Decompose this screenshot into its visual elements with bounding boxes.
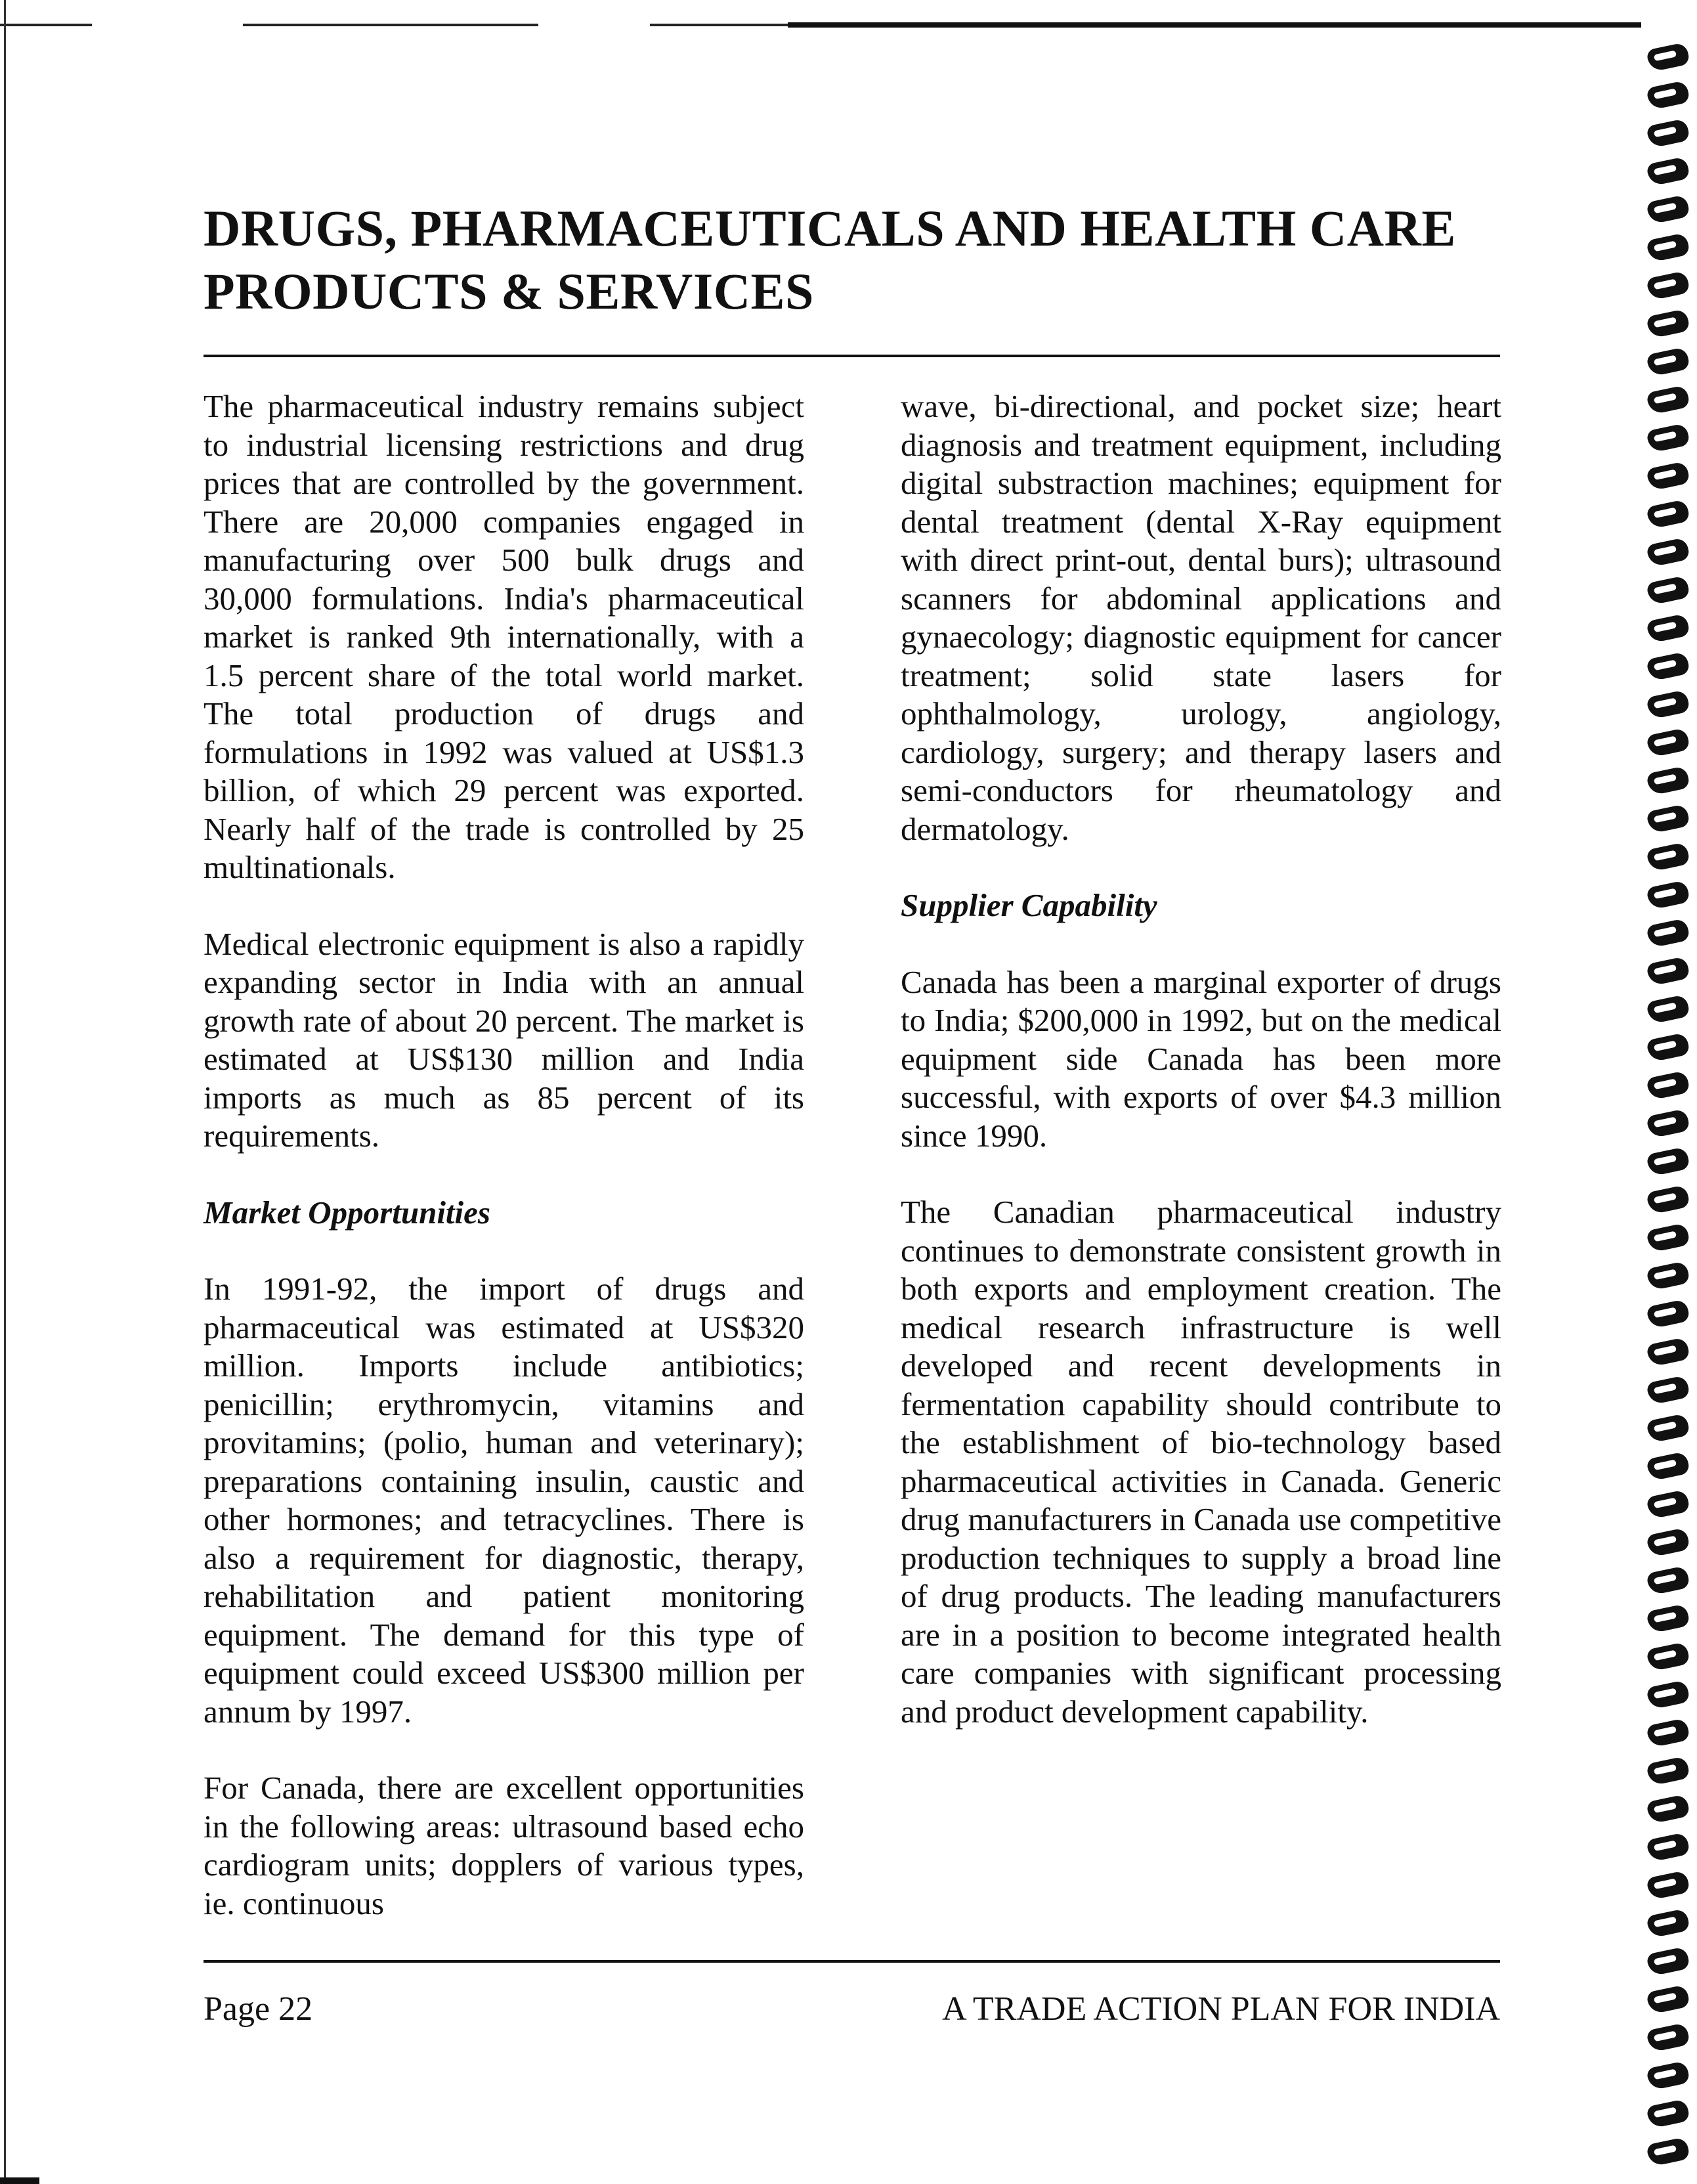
binding-ring (1646, 1756, 1690, 1786)
binding-ring (1646, 2022, 1690, 2053)
binding-ring (1646, 956, 1690, 986)
binding-ring (1646, 728, 1690, 758)
imports-paragraph: In 1991-92, the import of drugs and pharmaceutical was estimated at US$320 million. Imports include antibiotics; penicillin; erythromycin, vitamins and provitamins; (polio, human and veterinary); preparations containing insulin, caustic and other hormones; and tetracyclines. There is also a requirement for diagnostic, therapy, rehabilitation and patient monitoring equipment. The demand for this type of equipment could exceed US$300 million per annum by 1997. (204, 1271, 804, 1730)
page-title (204, 197, 1503, 323)
binding-ring (1646, 1032, 1690, 1062)
binding-ring (1646, 613, 1690, 644)
binding-ring (1646, 1070, 1690, 1101)
binding-ring (1646, 1832, 1690, 1862)
binding-ring (1646, 232, 1690, 263)
spiral-binding (1641, 0, 1697, 2184)
footer-divider (204, 1960, 1500, 1963)
equipment-list-paragraph: wave, bi-directional, and pocket size; heart diagnosis and treatment equipment, including digital substraction machines; equipment for dental treatment (dental X-Ray equipment with direct print-out, dental burs); ultrasound scanners for abdominal applications and gynaecology; diagnostic equipment for cancer treatment; solid state lasers for ophthalmology, urology, angiology, cardiology, surgery; and therapy lasers and semi-conductors for rheumatology and dermatology. (901, 388, 1501, 847)
binding-ring (1646, 1718, 1690, 1748)
market-opportunities-heading: Market Opportunities (204, 1194, 490, 1231)
binding-ring (1646, 1680, 1690, 1710)
binding-ring (1646, 1604, 1690, 1634)
binding-ring (1646, 2099, 1690, 2129)
supplier-capability-heading: Supplier Capability (901, 887, 1157, 923)
medical-equipment-paragraph: Medical electronic equipment is also a rapidly expanding sector in India with an annual growth rate of about 20 percent. The market is estimated at US$130 million and India imports as much as 85 percent of its requirements. (204, 925, 804, 1154)
publication-title: A TRADE ACTION PLAN FOR INDIA (942, 1990, 1500, 2028)
binding-ring (1646, 42, 1690, 72)
binding-ring (1646, 347, 1690, 377)
binding-ring (1646, 1870, 1690, 1900)
binding-ring (1646, 804, 1690, 834)
binding-ring (1646, 1642, 1690, 1672)
binding-ring (1646, 766, 1690, 796)
industry-overview-paragraph: The pharmaceutical industry remains subject to industrial licensing restrictions and drug prices that are controlled by the government. There are 20,000 companies engaged in manufacturing over 500 bulk drugs and 30,000 formulations. India's pharmaceutical market is ranked 9th internationally, with a 1.5 percent share of the total world market. The total production of drugs and formulations in 1992 was valued at US$1.3 billion, of which 29 percent was exported. Nearly half of the trade is controlled by 25 multinationals. (204, 388, 804, 885)
binding-ring (1646, 880, 1690, 910)
page-title-line-2: PRODUCTS & SERVICES (204, 263, 814, 320)
binding-ring (1646, 1946, 1690, 1977)
binding-ring (1646, 118, 1690, 148)
binding-ring (1646, 271, 1690, 301)
binding-ring (1646, 1984, 1690, 2015)
binding-ring (1646, 1337, 1690, 1367)
binding-ring (1646, 1223, 1690, 1253)
binding-ring (1646, 1908, 1690, 1938)
right-column (901, 387, 1501, 1731)
page-number: Page 22 (204, 1990, 313, 2028)
binding-ring (1646, 423, 1690, 453)
binding-ring (1646, 575, 1690, 605)
scan-top-rule (0, 24, 1641, 26)
scan-corner-mark (0, 2177, 39, 2184)
binding-ring (1646, 1451, 1690, 1481)
binding-ring (1646, 651, 1690, 682)
binding-ring (1646, 499, 1690, 529)
binding-ring (1646, 1185, 1690, 1215)
binding-ring (1646, 1565, 1690, 1596)
binding-ring (1646, 918, 1690, 948)
binding-ring (1646, 156, 1690, 186)
binding-ring (1646, 2137, 1690, 2167)
binding-ring (1646, 194, 1690, 225)
binding-ring (1646, 1108, 1690, 1139)
title-divider (204, 355, 1500, 357)
binding-ring (1646, 1489, 1690, 1519)
binding-ring (1646, 1527, 1690, 1558)
binding-ring (1646, 842, 1690, 872)
binding-ring (1646, 1261, 1690, 1291)
scan-left-edge (4, 0, 6, 2184)
page-title-line-1: DRUGS, PHARMACEUTICALS AND HEALTH CARE (204, 200, 1456, 257)
binding-ring (1646, 385, 1690, 415)
binding-ring (1646, 1375, 1690, 1405)
canada-opportunities-paragraph: For Canada, there are excellent opportunities in the following areas: ultrasound based echo cardiogram units; dopplers of various types, ie. continuous (204, 1770, 804, 1921)
canada-exports-paragraph: Canada has been a marginal exporter of drugs to India; $200,000 in 1992, but on the medical equipment side Canada has been more successful, with exports of over $4.3 million since 1990. (901, 963, 1501, 1154)
binding-ring (1646, 689, 1690, 720)
binding-ring (1646, 1413, 1690, 1443)
binding-ring (1646, 1147, 1690, 1177)
binding-ring (1646, 537, 1690, 567)
canadian-industry-paragraph: The Canadian pharmaceutical industry continues to demonstrate consistent growth in both exports and employment creation. The medical research infrastructure is well developed and recent developments in fermentation capability should contribute to the establishment of bio-technology based pharmaceutical activities in Canada. Generic drug manufacturers in Canada use competitive production techniques to supply a broad line of drug products. The leading manufacturers are in a position to become integrated health care companies with significant processing and product development capability. (901, 1194, 1501, 1730)
binding-ring (1646, 1299, 1690, 1329)
binding-ring (1646, 2061, 1690, 2091)
binding-ring (1646, 994, 1690, 1024)
binding-ring (1646, 1794, 1690, 1824)
left-column (204, 387, 804, 1923)
binding-ring (1646, 309, 1690, 339)
binding-ring (1646, 80, 1690, 110)
binding-ring (1646, 461, 1690, 491)
